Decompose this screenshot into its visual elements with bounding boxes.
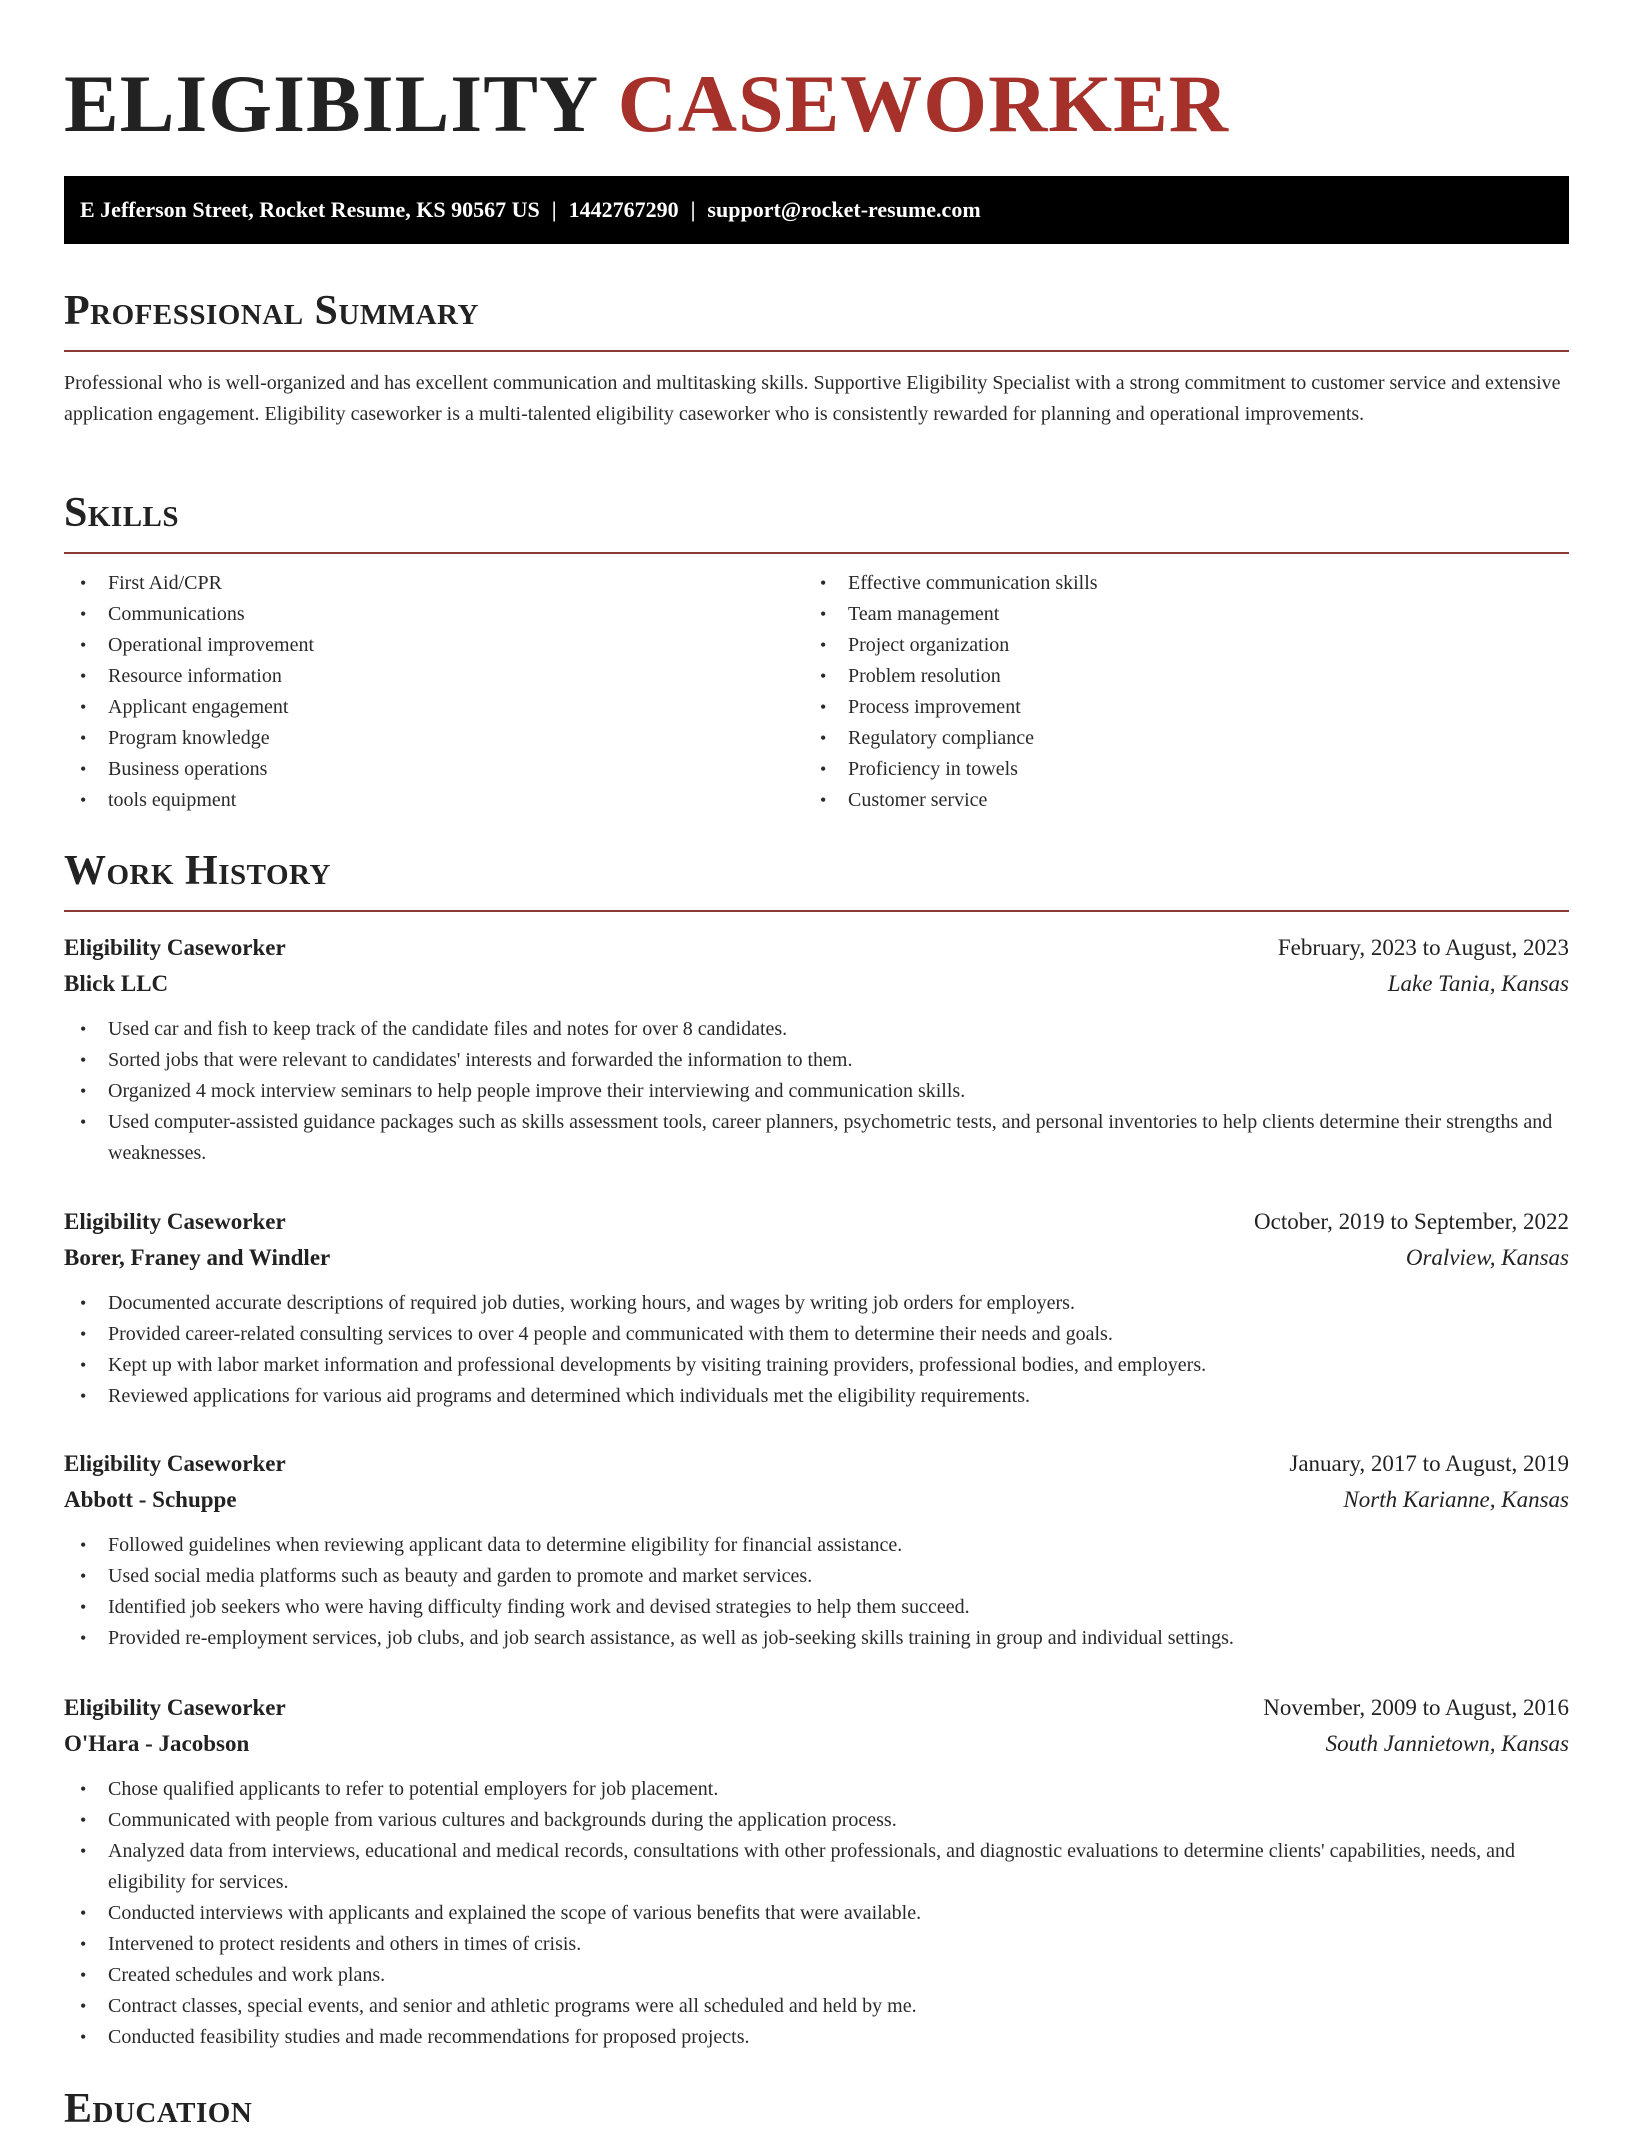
job-bullet: • Analyzed data from interviews, educational and medical records, consultations with other professionals, and diagnostic evaluations to determine clients' capabilities, needs, and eligibility for services.	[64, 1836, 1569, 1898]
skill-item: • Business operations	[64, 754, 804, 785]
skill-item: • Problem resolution	[804, 661, 1569, 692]
resume-name-heading	[64, 56, 1229, 152]
job-bullet: • Provided career-related consulting services to over 4 people and communicated with them to determine their needs and goals.	[64, 1319, 1569, 1350]
skills-heading: Skills	[64, 490, 180, 536]
skill-item: • Customer service	[804, 785, 1569, 816]
job-bullet-list	[64, 1774, 1569, 2053]
skill-item: • Proficiency in towels	[804, 754, 1569, 785]
job-company: O'Hara - Jacobson	[64, 1731, 250, 1756]
contact-separator: |	[690, 197, 696, 222]
job-title-row	[64, 1446, 1569, 1482]
job-dates: October, 2019 to September, 2022	[1254, 1209, 1569, 1234]
contact-phone[interactable]: 1442767290	[568, 197, 679, 222]
job-location: Lake Tania, Kansas	[1387, 971, 1569, 996]
job-entry	[64, 1204, 1569, 1412]
skills-section	[64, 488, 1569, 818]
job-title: Eligibility Caseworker	[64, 935, 286, 960]
skill-item: • Program knowledge	[64, 723, 804, 754]
job-title: Eligibility Caseworker	[64, 1695, 286, 1720]
name-second-word: CASEWORKER	[617, 58, 1230, 149]
skill-item: • Effective communication skills	[804, 568, 1569, 599]
job-bullet: • Contract classes, special events, and senior and athletic programs were all scheduled and held by me.	[64, 1991, 1569, 2022]
work-history-heading: Work History	[64, 848, 331, 894]
job-title: Eligibility Caseworker	[64, 1209, 286, 1234]
job-bullet: • Documented accurate descriptions of required job duties, working hours, and wages by writing job orders for employers.	[64, 1288, 1569, 1319]
skill-item: • Project organization	[804, 630, 1569, 661]
job-company-row	[64, 1240, 1569, 1276]
job-company-row	[64, 966, 1569, 1002]
skills-list-left	[64, 568, 804, 816]
skill-item: • First Aid/CPR	[64, 568, 804, 599]
job-title-row	[64, 1204, 1569, 1240]
job-bullet: • Provided re-employment services, job clubs, and job search assistance, as well as job-seeking skills training in group and individual settings.	[64, 1623, 1569, 1654]
job-bullet: • Used car and fish to keep track of the candidate files and notes for over 8 candidates.	[64, 1014, 1569, 1045]
job-entry	[64, 1446, 1569, 1654]
contact-address: E Jefferson Street, Rocket Resume, KS 90567 US	[80, 197, 540, 222]
skill-item: • tools equipment	[64, 785, 804, 816]
job-bullet: • Followed guidelines when reviewing applicant data to determine eligibility for financial assistance.	[64, 1530, 1569, 1561]
skills-list-right	[804, 568, 1569, 816]
job-bullet: • Sorted jobs that were relevant to candidates' interests and forwarded the information to them.	[64, 1045, 1569, 1076]
section-divider	[64, 910, 1569, 912]
job-entry	[64, 930, 1569, 1169]
job-company-row	[64, 1726, 1569, 1762]
job-title-row	[64, 930, 1569, 966]
section-divider	[64, 350, 1569, 352]
job-dates: February, 2023 to August, 2023	[1277, 935, 1569, 960]
job-bullet: • Intervened to protect residents and others in times of crisis.	[64, 1929, 1569, 1960]
job-title-row	[64, 1690, 1569, 1726]
job-company: Blick LLC	[64, 971, 169, 996]
skill-item: • Applicant engagement	[64, 692, 804, 723]
job-title: Eligibility Caseworker	[64, 1451, 286, 1476]
job-entry	[64, 1690, 1569, 2053]
job-bullet: • Used social media platforms such as beauty and garden to promote and market services.	[64, 1561, 1569, 1592]
job-dates: January, 2017 to August, 2019	[1289, 1451, 1569, 1476]
job-dates: November, 2009 to August, 2016	[1263, 1695, 1569, 1720]
education-heading: Education	[64, 2086, 253, 2132]
job-location: South Jannietown, Kansas	[1325, 1731, 1569, 1756]
summary-text: Professional who is well-organized and has excellent communication and multitasking skills. Supportive Eligibility Specialist with a strong commitment to customer service and extensive application engagement. Eligibility caseworker is a multi-talented eligibility caseworker who is consistently rewarded for planning and operational improvements.	[64, 372, 1561, 425]
job-bullet: • Chose qualified applicants to refer to potential employers for job placement.	[64, 1774, 1569, 1805]
contact-separator: |	[551, 197, 557, 222]
job-company: Borer, Franey and Windler	[64, 1245, 331, 1270]
contact-email[interactable]: support@rocket-resume.com	[707, 197, 981, 222]
education-section	[64, 2084, 1569, 2134]
skill-item: • Communications	[64, 599, 804, 630]
job-bullet: • Kept up with labor market information and professional developments by visiting training providers, professional bodies, and employers.	[64, 1350, 1569, 1381]
skill-item: • Team management	[804, 599, 1569, 630]
skill-item: • Process improvement	[804, 692, 1569, 723]
skill-item: • Operational improvement	[64, 630, 804, 661]
skills-columns	[64, 568, 1569, 818]
summary-section	[64, 286, 1569, 430]
work-history-section	[64, 846, 1569, 912]
job-bullet-list	[64, 1014, 1569, 1169]
job-company: Abbott - Schuppe	[64, 1487, 237, 1512]
job-bullet-list	[64, 1530, 1569, 1654]
job-bullet: • Reviewed applications for various aid programs and determined which individuals met the eligibility requirements.	[64, 1381, 1569, 1412]
summary-heading: Professional Summary	[64, 288, 479, 334]
skill-item: • Resource information	[64, 661, 804, 692]
job-bullet-list	[64, 1288, 1569, 1412]
name-first-word: ELIGIBILITY	[64, 58, 597, 149]
job-bullet: • Conducted interviews with applicants and explained the scope of various benefits that were available.	[64, 1898, 1569, 1929]
job-bullet: • Used computer-assisted guidance packages such as skills assessment tools, career planners, psychometric tests, and personal inventories to help clients determine their strengths and weaknesses.	[64, 1107, 1569, 1169]
job-location: Oralview, Kansas	[1405, 1245, 1569, 1270]
job-company-row	[64, 1482, 1569, 1518]
job-bullet: • Communicated with people from various cultures and backgrounds during the application process.	[64, 1805, 1569, 1836]
contact-bar	[64, 176, 1569, 244]
job-bullet: • Conducted feasibility studies and made recommendations for proposed projects.	[64, 2022, 1569, 2053]
job-location: North Karianne, Kansas	[1343, 1487, 1569, 1512]
job-bullet: • Organized 4 mock interview seminars to help people improve their interviewing and communication skills.	[64, 1076, 1569, 1107]
job-bullet: • Identified job seekers who were having difficulty finding work and devised strategies to help them succeed.	[64, 1592, 1569, 1623]
job-bullet: • Created schedules and work plans.	[64, 1960, 1569, 1991]
skill-item: • Regulatory compliance	[804, 723, 1569, 754]
section-divider	[64, 552, 1569, 554]
